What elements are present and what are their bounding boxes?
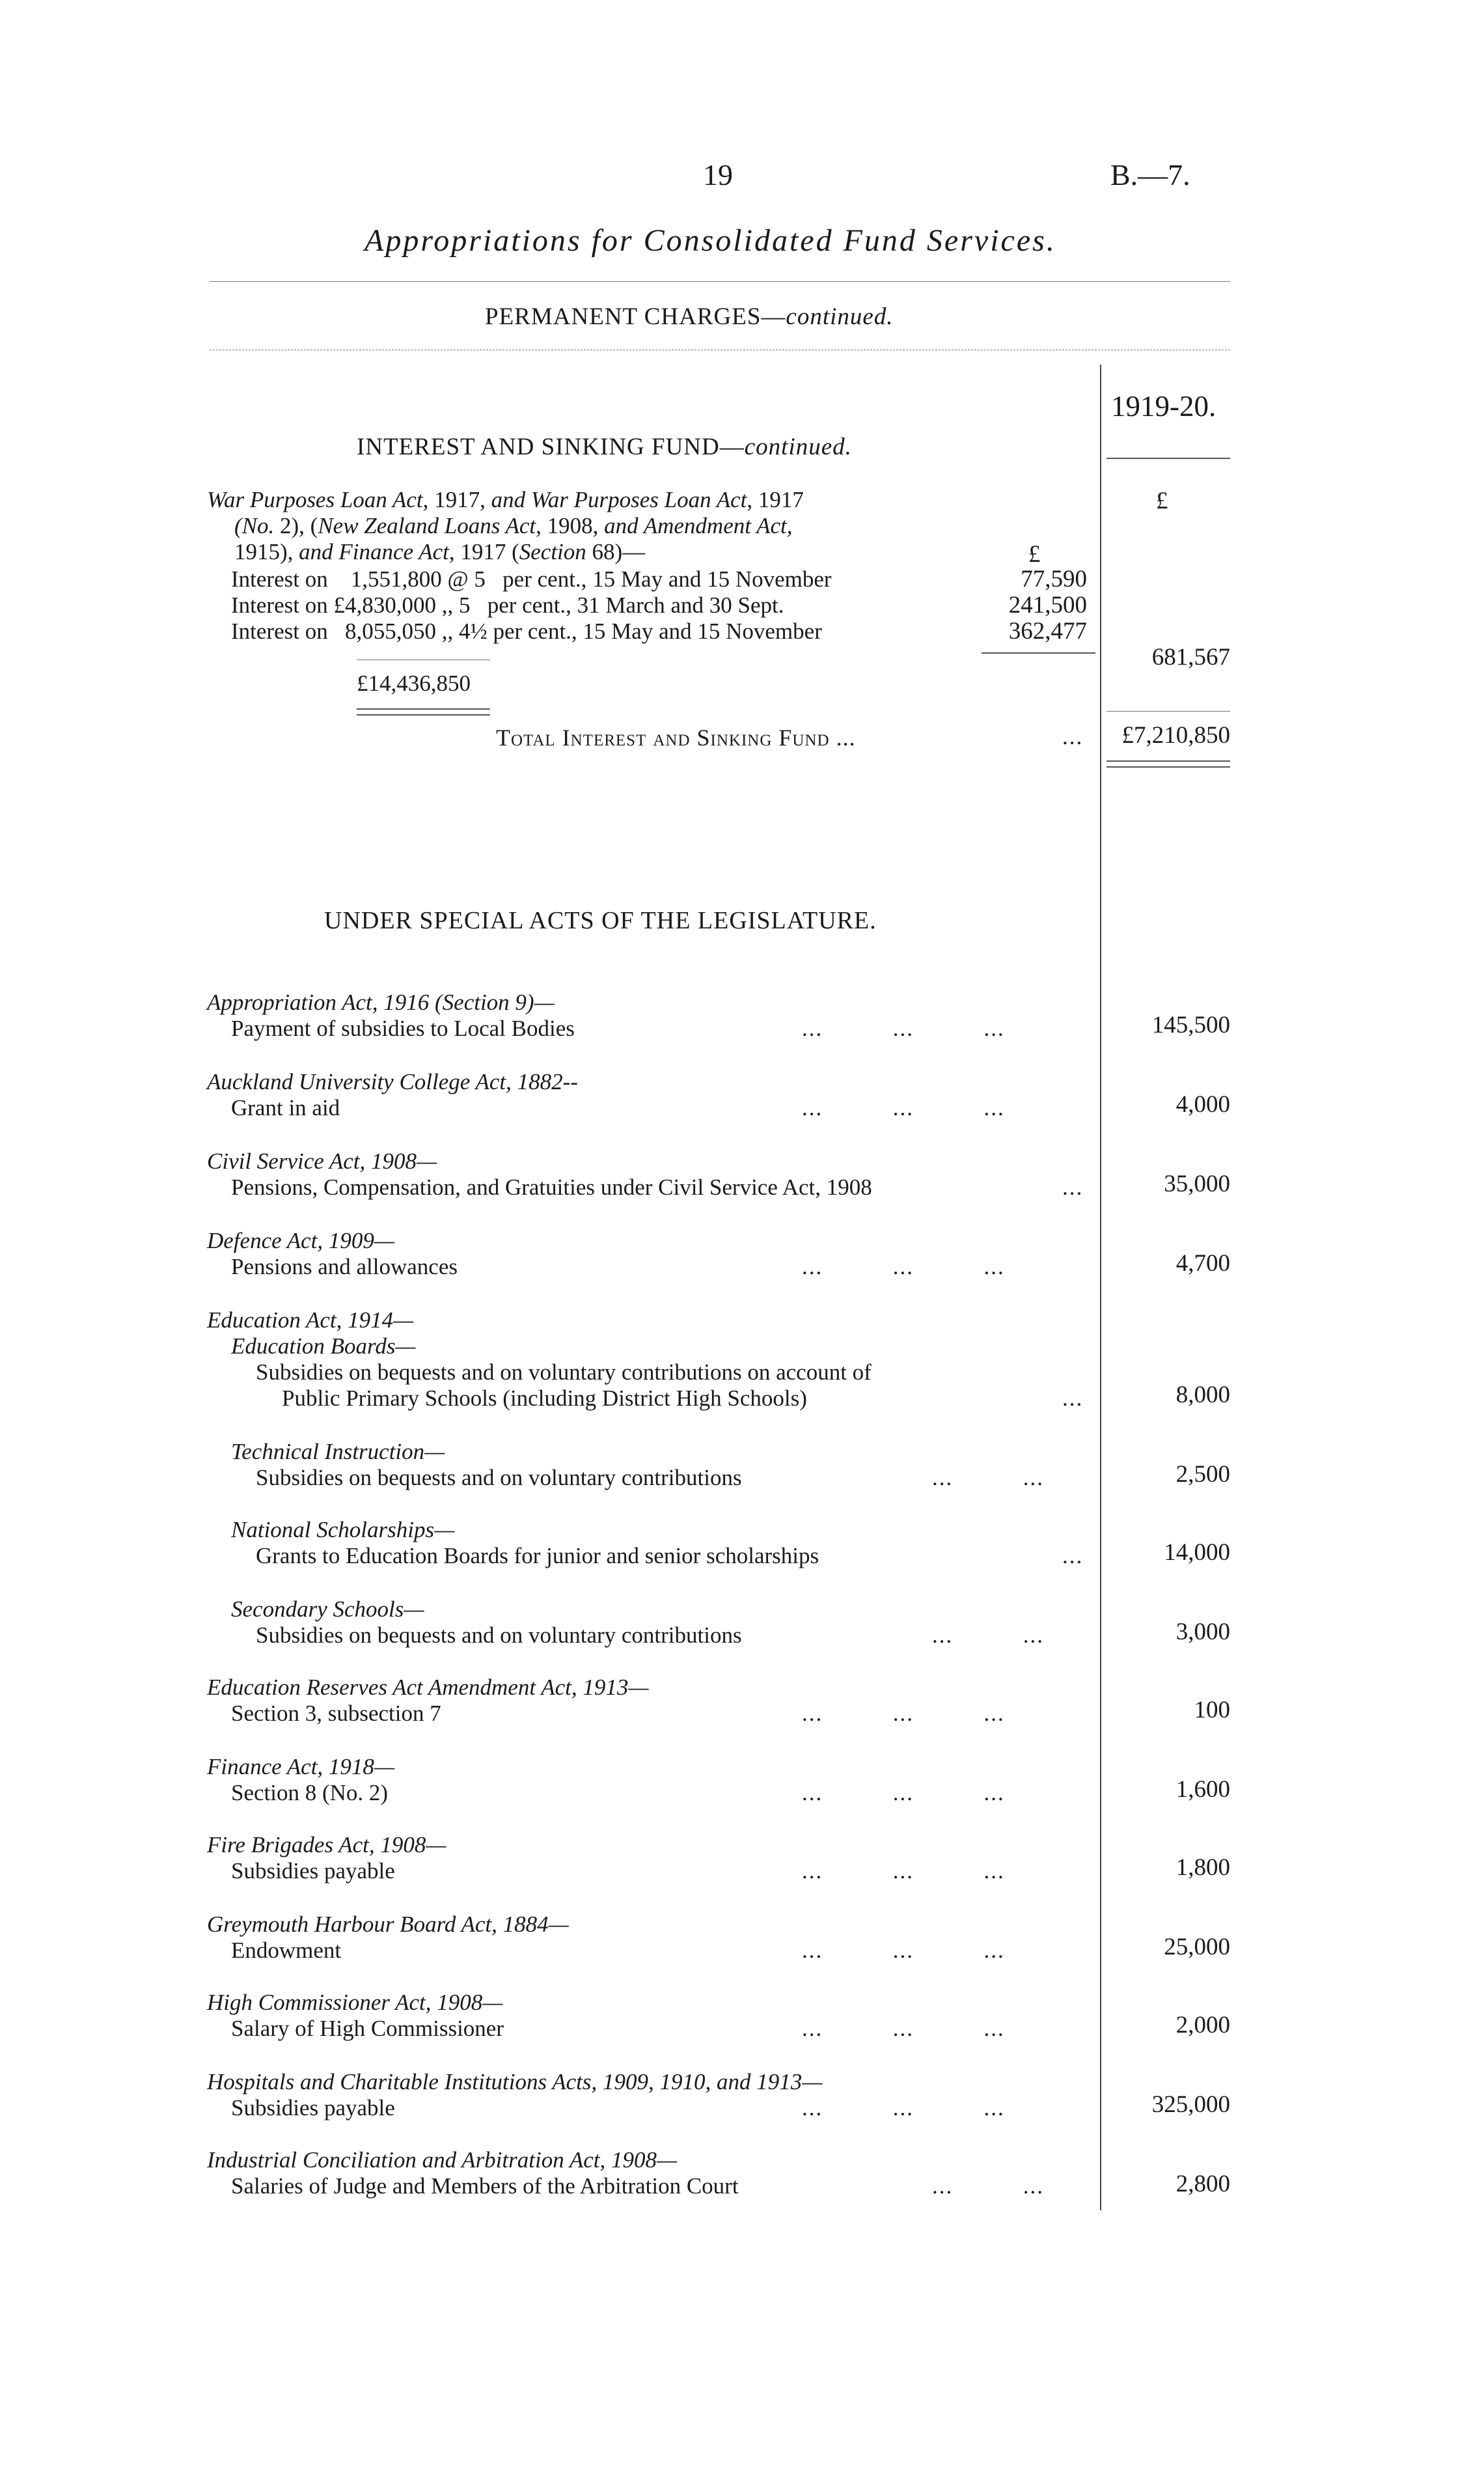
- act-line-3-section: Section: [519, 539, 586, 564]
- amendment-act: and Amendment Act,: [604, 513, 793, 538]
- act-description: Endowment: [231, 1938, 342, 1963]
- act-title: Education Act, 1914—: [207, 1307, 414, 1333]
- war-purposes-loan-act: War Purposes Loan Act: [207, 487, 423, 512]
- page-number: 19: [703, 158, 733, 191]
- finance-act: and Finance Act: [299, 539, 449, 564]
- leader-dots: ... ... ...: [802, 2016, 1005, 2041]
- act-description-continued: Public Primary Schools (including District High Schools): [282, 1385, 807, 1411]
- interest-act-line-1: [207, 487, 804, 513]
- act-description: Grant in aid: [231, 1095, 340, 1120]
- war-purposes-loan-act-2: and War Purposes Loan Act: [491, 487, 747, 512]
- interest-row-amount: 362,477: [1008, 618, 1087, 645]
- year-column-header: 1919-20.: [1111, 390, 1216, 423]
- interest-row: Interest on 1,551,800 @ 5 per cent., 15 May and 15 November: [231, 566, 832, 592]
- principal-total: £14,436,850: [357, 671, 471, 696]
- item-amount: 4,000: [1175, 1091, 1230, 1118]
- interest-heading-suffix: continued.: [744, 434, 852, 460]
- act-description: Salary of High Commissioner: [231, 2016, 504, 2041]
- nz-loans-act: New Zealand Loans Act: [318, 513, 536, 538]
- total-interest-label: Total Interest and Sinking Fund ...: [496, 725, 856, 751]
- paper-reference: B.—7.: [1110, 158, 1190, 191]
- act-line-1-year: , 1917,: [422, 487, 491, 512]
- item-amount: 25,000: [1164, 1934, 1230, 1960]
- item-amount: 2,500: [1175, 1461, 1230, 1488]
- principal-double-rule-2: [357, 714, 490, 716]
- act-description: Subsidies payable: [231, 1858, 395, 1884]
- act-line-2-year: , 1908,: [536, 513, 605, 538]
- act-title: Education Reserves Act Amendment Act, 1913—: [207, 1675, 649, 1700]
- interest-heading-text: INTEREST AND SINKING FUND—: [357, 434, 745, 460]
- act-line-3-year-2: , 1917 (: [448, 539, 519, 564]
- section-heading: [485, 303, 894, 331]
- act-title: High Commissioner Act, 1908—: [207, 1990, 503, 2015]
- act-description: Section 8 (No. 2): [231, 1780, 389, 1805]
- leader-dots: ... ... ...: [802, 1254, 1005, 1279]
- item-amount: 1,800: [1175, 1854, 1230, 1881]
- act-line-2-no: (No.: [234, 513, 280, 538]
- item-amount: 1,600: [1175, 1776, 1230, 1803]
- interest-row: Interest on 8,055,050 ,, 4½ per cent., 15 May and 15 November: [231, 619, 822, 644]
- act-subheading: Education Boards—: [231, 1333, 416, 1359]
- leader-dots: ... ...: [932, 1465, 1044, 1490]
- item-amount: 2,800: [1175, 2171, 1230, 2197]
- act-description: Pensions, Compensation, and Gratuities under Civil Service Act, 1908: [231, 1175, 872, 1200]
- act-title: Defence Act, 1909—: [207, 1228, 395, 1253]
- act-description: Subsidies on bequests and on voluntary contributions: [256, 1465, 742, 1490]
- total-double-rule-2: [1106, 766, 1230, 768]
- act-title: Greymouth Harbour Board Act, 1884—: [207, 1912, 569, 1937]
- act-description: Pensions and allowances: [231, 1254, 458, 1279]
- total-interest-dots: ...: [1062, 724, 1084, 749]
- leader-dots: ...: [1062, 1175, 1084, 1200]
- leader-dots: ... ... ...: [802, 1858, 1005, 1884]
- act-title: Hospitals and Charitable Institutions Acts, 1909, 1910, and 1913—: [207, 2069, 823, 2094]
- interest-row: Interest on £4,830,000 ,, 5 per cent., 31 March and 30 Sept.: [231, 592, 784, 618]
- principal-double-rule-1: [357, 708, 490, 710]
- act-line-2-num: 2), (: [280, 513, 318, 538]
- leader-dots: ... ... ...: [802, 1701, 1005, 1726]
- leader-dots: ... ...: [932, 2173, 1044, 2199]
- leader-dots: ...: [1062, 1543, 1084, 1568]
- interest-row-amount: 77,590: [1021, 566, 1087, 592]
- leader-dots: ... ... ...: [802, 1938, 1005, 1963]
- amount-column-divider: [1100, 365, 1101, 2210]
- item-amount: 145,500: [1151, 1012, 1230, 1038]
- item-amount: 325,000: [1151, 2091, 1230, 2118]
- interest-sum-rule: [982, 652, 1095, 654]
- act-description: Subsidies on bequests and on voluntary contributions on account of: [256, 1359, 872, 1385]
- act-subheading: Technical Instruction—: [231, 1439, 445, 1464]
- year-currency-symbol: £: [1156, 488, 1168, 514]
- item-amount: 2,000: [1175, 2012, 1230, 2038]
- item-amount: 3,000: [1175, 1619, 1230, 1645]
- act-line-3-section-num: 68)—: [586, 539, 646, 564]
- item-amount: 100: [1194, 1697, 1230, 1723]
- item-amount: 14,000: [1164, 1539, 1230, 1566]
- act-title: Finance Act, 1918—: [207, 1754, 395, 1779]
- interest-act-line-3: [234, 539, 645, 565]
- leader-dots: ... ... ...: [802, 1016, 1005, 1041]
- act-title: Civil Service Act, 1908—: [207, 1148, 437, 1174]
- act-description: Section 3, subsection 7: [231, 1701, 441, 1726]
- leader-dots: ... ... ...: [802, 2095, 1005, 2121]
- total-double-rule-1: [1106, 760, 1230, 762]
- leader-dots: ... ... ...: [802, 1095, 1005, 1120]
- act-title: Auckland University College Act, 1882--: [207, 1069, 578, 1094]
- year-header-rule: [1106, 458, 1230, 459]
- item-amount: 4,700: [1175, 1250, 1230, 1277]
- act-line-1-year-2: , 1917: [747, 487, 804, 512]
- interest-heading: [357, 433, 852, 461]
- title-rule: [210, 281, 1230, 282]
- special-acts-heading: UNDER SPECIAL ACTS OF THE LEGISLATURE.: [324, 907, 877, 934]
- act-description: Payment of subsidies to Local Bodies: [231, 1016, 575, 1041]
- item-amount: 35,000: [1164, 1171, 1230, 1197]
- act-title: Industrial Conciliation and Arbitration Act, 1908—: [207, 2147, 678, 2173]
- act-line-3-year: 1915),: [234, 539, 299, 564]
- act-description: Grants to Education Boards for junior and senior scholarships: [256, 1543, 819, 1568]
- leader-dots: ...: [1062, 1385, 1084, 1411]
- act-title: Fire Brigades Act, 1908—: [207, 1832, 447, 1857]
- act-subheading: National Scholarships—: [231, 1517, 455, 1542]
- act-description: Subsidies payable: [231, 2095, 395, 2121]
- act-subheading: Secondary Schools—: [231, 1596, 424, 1622]
- leader-dots: ... ...: [932, 1622, 1044, 1648]
- interest-currency-symbol: £: [1028, 541, 1041, 568]
- subtotal-rule: [1106, 711, 1230, 712]
- act-title: Appropriation Act, 1916 (Section 9)—: [207, 990, 555, 1015]
- total-interest-amount: £7,210,850: [1121, 722, 1230, 749]
- interest-subtotal: 681,567: [1151, 644, 1230, 671]
- section-heading-suffix: continued.: [786, 303, 894, 330]
- interest-row-amount: 241,500: [1008, 592, 1087, 619]
- interest-act-line-2: [234, 513, 792, 539]
- item-amount: 8,000: [1175, 1382, 1230, 1408]
- act-description: Salaries of Judge and Members of the Arbitration Court: [231, 2173, 739, 2199]
- page-title: Appropriations for Consolidated Fund Services.: [364, 223, 1056, 258]
- act-description: Subsidies on bequests and on voluntary contributions: [256, 1622, 742, 1648]
- section-heading-text: PERMANENT CHARGES—: [485, 303, 786, 330]
- leader-dots: ... ... ...: [802, 1780, 1005, 1805]
